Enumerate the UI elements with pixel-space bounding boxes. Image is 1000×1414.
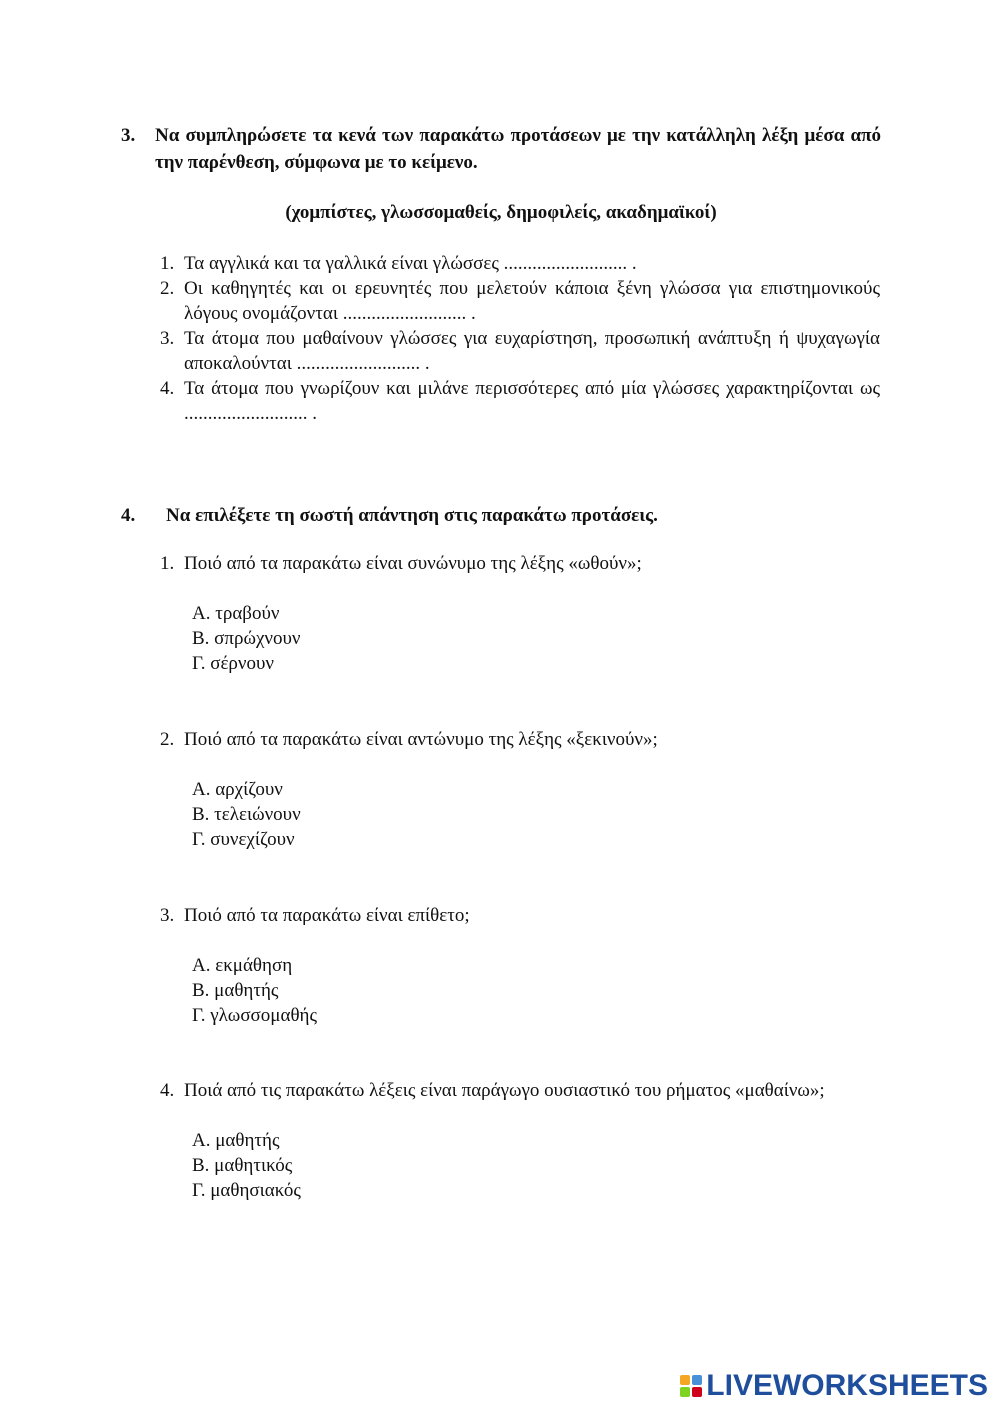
mc-number: 3. (160, 905, 175, 926)
word-bank: (χομπίστες, γλωσσομαθείς, δημοφιλείς, ακαδημαϊκοί) (285, 202, 717, 223)
mc-stem (160, 903, 880, 928)
mc-option-c[interactable]: Γ. συνεχίζουν (192, 829, 295, 850)
fill-item-text: Οι καθηγητές και οι ερευνητές που μελετούν κάποια ξένη γλώσσα για επιστημονικούς λόγους ονομάζονται .......................... . (184, 278, 880, 324)
mc-stem (160, 1078, 880, 1103)
mc-stem-text: Ποιό από τα παρακάτω είναι αντώνυμο της λέξης «ξεκινούν»; (184, 729, 658, 750)
question-3-heading (121, 122, 881, 176)
logo-square (692, 1387, 702, 1397)
mc-number: 1. (160, 553, 175, 574)
mc-option-b[interactable]: Β. μαθητικός (192, 1155, 293, 1176)
mc-stem (160, 551, 880, 576)
mc-options (192, 777, 880, 852)
mc-question-2 (160, 727, 880, 852)
mc-option-b[interactable]: Β. σπρώχνουν (192, 628, 301, 649)
fill-item-number: 2. (160, 278, 175, 299)
mc-question-3 (160, 903, 880, 1028)
mc-number: 4. (160, 1080, 175, 1101)
mc-option-b[interactable]: Β. μαθητής (192, 980, 279, 1001)
mc-stem (160, 727, 880, 752)
question-4-number: 4. (121, 505, 136, 526)
mc-option-b[interactable]: Β. τελειώνουν (192, 804, 301, 825)
question-3-number: 3. (121, 125, 136, 146)
fill-item-text: Τα άτομα που μαθαίνουν γλώσσες για ευχαρίστηση, προσωπική ανάπτυξη ή ψυχαγωγία αποκαλούνται .......................... . (184, 328, 880, 374)
mc-option-a[interactable]: Α. εκμάθηση (192, 955, 293, 976)
mc-options (192, 601, 880, 676)
mc-options (192, 1128, 880, 1203)
fill-item-number: 4. (160, 378, 175, 399)
mc-option-a[interactable]: Α. μαθητής (192, 1130, 280, 1151)
mc-option-a[interactable]: Α. τραβούν (192, 603, 280, 624)
question-4-instruction: Να επιλέξετε τη σωστή απάντηση στις παρακάτω προτάσεις. (166, 505, 658, 526)
question-3-instruction: Να συμπληρώσετε τα κενά των παρακάτω προτάσεων με την κατάλληλη λέξη μέσα από την παρένθεση, σύμφωνα με το κείμενο. (155, 125, 881, 173)
mc-option-c[interactable]: Γ. μαθησιακός (192, 1180, 301, 1201)
fill-item-text: Τα άτομα που γνωρίζουν και μιλάνε περισσότερες από μία γλώσσες χαρακτηρίζονται ως .......................... . (184, 378, 880, 424)
mc-stem-text: Ποιό από τα παρακάτω είναι επίθετο; (184, 905, 470, 926)
fill-item-number: 3. (160, 328, 175, 349)
fill-item-1 (160, 251, 880, 276)
fill-item-number: 1. (160, 253, 175, 274)
logo-square (692, 1375, 702, 1385)
mc-option-c[interactable]: Γ. σέρνουν (192, 653, 274, 674)
mc-option-a[interactable]: Α. αρχίζουν (192, 779, 283, 800)
fill-item-text: Τα αγγλικά και τα γαλλικά είναι γλώσσες .......................... . (184, 253, 637, 274)
question-4-heading (121, 502, 881, 529)
mc-question-1 (160, 551, 880, 676)
liveworksheets-logo[interactable] (680, 1368, 988, 1404)
logo-text: LIVEWORKSHEETS (706, 1369, 988, 1402)
mc-stem-text: Ποιό από τα παρακάτω είναι συνώνυμο της λέξης «ωθούν»; (184, 553, 642, 574)
liveworksheets-logo-icon (680, 1375, 702, 1397)
logo-square (680, 1387, 690, 1397)
mc-option-c[interactable]: Γ. γλωσσομαθής (192, 1005, 318, 1026)
mc-stem-text: Ποιά από τις παρακάτω λέξεις είναι παράγωγο ουσιαστικό του ρήματος «μαθαίνω»; (184, 1080, 825, 1101)
fill-item-2 (160, 276, 880, 326)
fill-item-4 (160, 376, 880, 426)
fill-in-list (160, 251, 880, 426)
mc-number: 2. (160, 729, 175, 750)
mc-question-4 (160, 1078, 880, 1203)
logo-square (680, 1375, 690, 1385)
fill-item-3 (160, 326, 880, 376)
mc-options (192, 953, 880, 1028)
